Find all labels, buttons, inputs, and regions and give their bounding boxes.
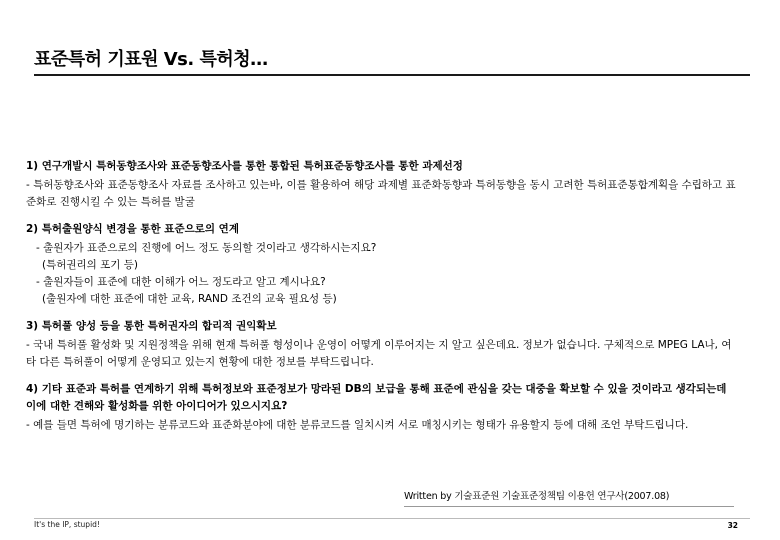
footer-tagline: It's the IP, stupid! — [34, 520, 100, 529]
section-heading: 4) 기타 표준과 특허를 연계하기 위해 특허정보와 표준정보가 망라된 DB의 보급을 통해 표준에 관심을 갖는 대중을 확보할 수 있을 것이라고 생각되는데 이에 대한 견해와 활성화를 위한 아이디어가 있으시지요? — [26, 383, 727, 412]
section-2 — [26, 221, 736, 308]
content-body — [26, 158, 736, 444]
section-4 — [26, 381, 736, 434]
section-text: - 예를 들면 특허에 명기하는 분류코드와 표준화분야에 대한 분류코드를 일치시켜 서로 매칭시키는 형태가 유용할지 등에 대해 조언 부탁드립니다. — [26, 419, 689, 431]
section-3 — [26, 318, 736, 371]
footer-divider — [34, 518, 750, 519]
section-heading: 2) 특허출원양식 변경을 통한 표준으로의 연계 — [26, 223, 239, 235]
page-number: 32 — [727, 521, 738, 530]
section-text: (출원자에 대한 표준에 대한 교육, RAND 조건의 교육 필요성 등) — [42, 293, 337, 305]
section-text: - 특허동향조사와 표준동향조사 자료를 조사하고 있는바, 이를 활용하여 해당 과제별 표준화동향과 특허동향을 동시 고려한 특허표준통합계획을 수립하고 표준화로 진행시킬 수 있는 특허를 발굴 — [26, 179, 736, 208]
section-text: (특허권리의 포기 등) — [42, 259, 139, 271]
section-heading: 1) 연구개발시 특허동향조사와 표준동향조사를 통한 통합된 특허표준동향조사를 통한 과제선정 — [26, 160, 463, 172]
section-heading: 3) 특허풀 양성 등을 통한 특허권자의 합리적 권익확보 — [26, 320, 277, 332]
section-1 — [26, 158, 736, 211]
credit-underline — [404, 506, 734, 507]
section-text: - 출원자가 표준으로의 진행에 어느 정도 동의할 것이라고 생각하시는지요? — [36, 242, 377, 254]
section-text: - 출원자들이 표준에 대한 이해가 어느 정도라고 알고 계시나요? — [36, 276, 326, 288]
page-title: 표준특허 기표원 Vs. 특허청… — [34, 49, 268, 70]
title-divider — [34, 74, 750, 76]
section-text: - 국내 특허풀 활성화 및 지원정책을 위해 현재 특허풀 형성이나 운영이 어떻게 이루어지는 지 알고 싶은데요. 정보가 없습니다. 구체적으로 MPEG LA나, 여타 다른 특허풀이 어떻게 운영되고 있는지 현황에 대한 정보를 부탁드립니다. — [26, 339, 732, 368]
author-credit: Written by 기술표준원 기술표준정책팀 이용헌 연구사(2007.08) — [404, 491, 670, 502]
